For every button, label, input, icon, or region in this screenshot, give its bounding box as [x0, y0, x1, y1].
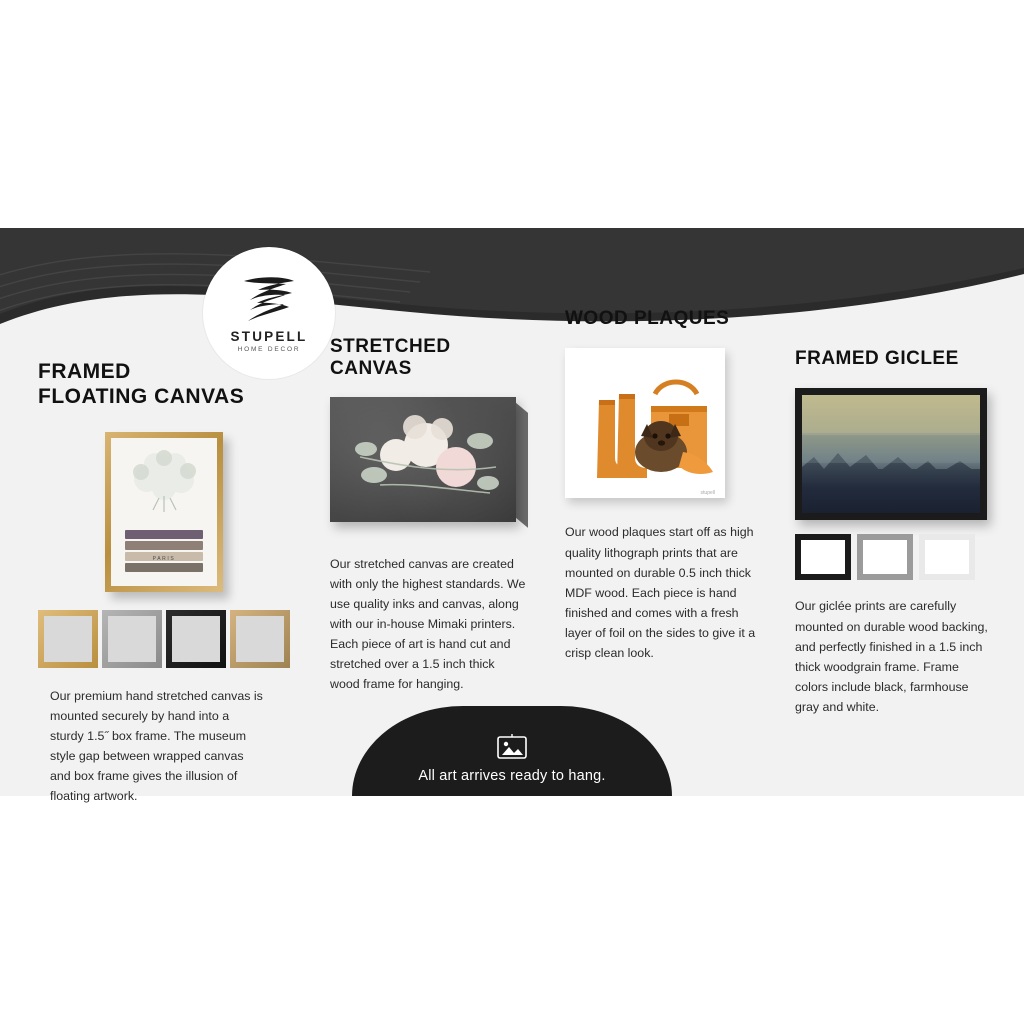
brand-name: STUPELL [230, 329, 308, 344]
frame-option-farmhouse-gray[interactable] [857, 534, 913, 580]
frame-option-black[interactable] [795, 534, 851, 580]
section-framed-giclee [795, 348, 995, 717]
section-description: Our stretched canvas are created with only the highest standards. We use quality inks and canvas, along with our in-house Mimaki printers. Each piece of art is hand cut and stretched over a 1.5 inch thick wood frame for hanging. [330, 556, 526, 692]
svg-text:stupell: stupell [700, 490, 715, 497]
framed-floating-canvas-image [38, 432, 290, 592]
swatch-antique-gold[interactable] [230, 610, 290, 668]
section-wood-plaques [565, 308, 765, 663]
frame-option-white[interactable] [919, 534, 975, 580]
section-description: Our premium hand stretched canvas is mounted securely by hand into a sturdy 1.5˝ box frame. The museum style gap between wrapped canvas and box frame gives the illusion of floating artwork. [50, 688, 263, 803]
badge-text: All art arrives ready to hang. [418, 768, 606, 784]
section-title: FRAMED GICLEE [795, 348, 959, 369]
framed-picture-icon [495, 733, 529, 761]
section-stretched-canvas [330, 336, 535, 694]
book-stack [125, 528, 203, 572]
frame-color-swatches [38, 610, 290, 668]
swatch-gold[interactable] [38, 610, 98, 668]
stupell-swoosh-logo-icon [238, 273, 300, 325]
stretched-canvas-image [330, 397, 528, 532]
section-title: FRAMED FLOATING CANVAS [38, 360, 245, 408]
header-swoosh-decoration [0, 228, 1024, 348]
section-title: WOOD PLAQUES [565, 308, 730, 329]
swatch-black[interactable] [166, 610, 226, 668]
brand-tagline: HOME DECOR [237, 346, 301, 353]
wood-plaque-image [565, 348, 725, 498]
section-description: Our wood plaques start off as high quality lithograph prints that are mounted on durable 0.5 inch thick MDF wood. Each piece is hand finished and comes with a fresh layer of foil on the sides to give it a crisp clean look. [565, 525, 756, 660]
section-framed-floating-canvas [38, 360, 290, 806]
framed-giclee-image [795, 388, 987, 520]
section-title: STRETCHED CANVAS [330, 336, 451, 380]
artwork-caption: PARIS [152, 555, 176, 562]
swatch-gray[interactable] [102, 610, 162, 668]
giclee-frame-color-options [795, 534, 995, 580]
section-description: Our giclée prints are carefully mounted on durable wood backing, and perfectly finished in a 1.5 inch thick woodgrain frame. Frame colors include black, farmhouse gray and white. [795, 599, 988, 714]
